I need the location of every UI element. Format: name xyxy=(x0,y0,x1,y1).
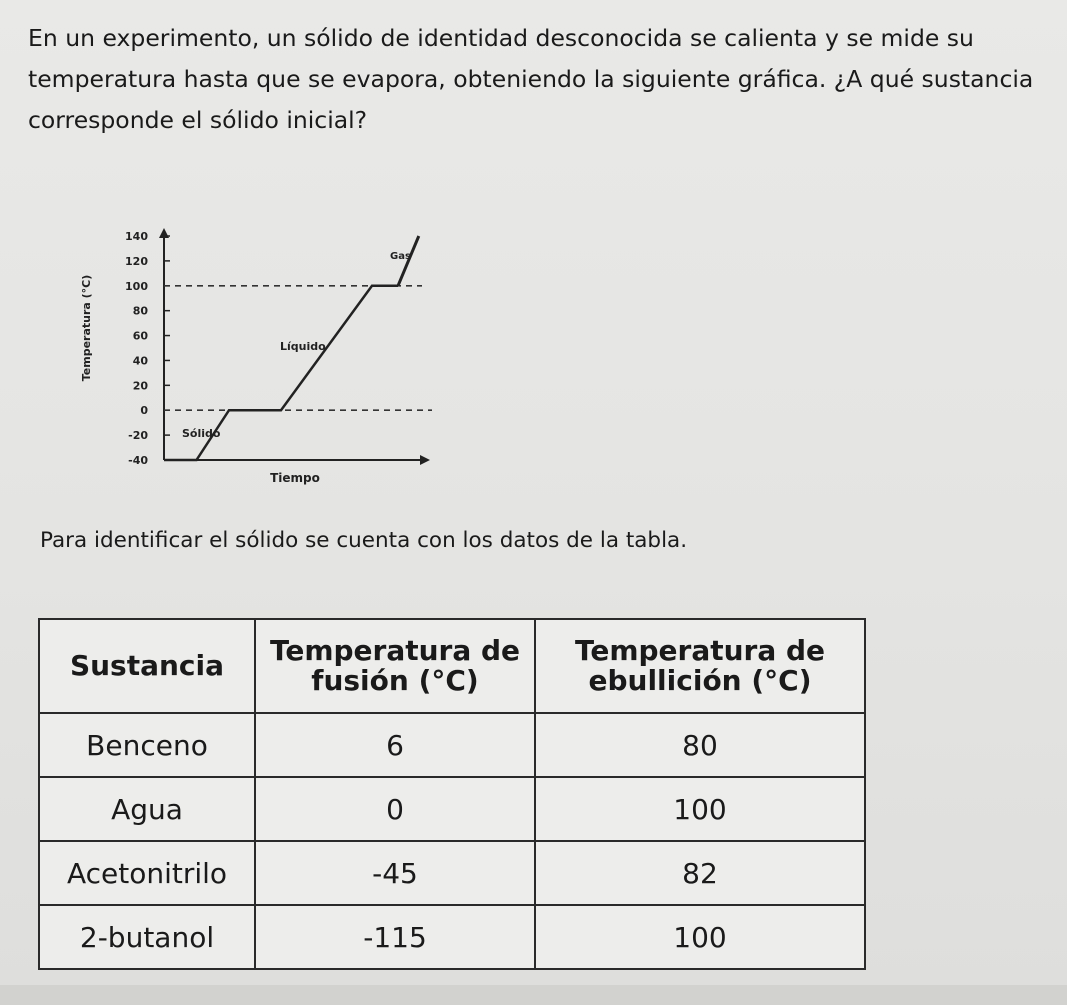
y-tick-label: 20 xyxy=(132,379,148,393)
x-axis-arrow xyxy=(420,455,430,465)
table-row xyxy=(39,841,865,905)
y-tick-label: 60 xyxy=(132,329,148,343)
cell-substance: Acetonitrilo xyxy=(39,841,255,905)
cell-melting: 0 xyxy=(255,777,535,841)
y-tick-label: 100 xyxy=(125,279,148,293)
y-tick-label: 0 xyxy=(140,404,148,418)
page-bottom-edge xyxy=(0,985,1067,1005)
cell-boiling: 100 xyxy=(535,777,865,841)
table-intro: Para identificar el sólido se cuenta con los datos de la tabla. xyxy=(40,528,688,553)
cell-melting: 6 xyxy=(255,713,535,777)
header-melting-temp: Temperatura de fusión (°C) xyxy=(255,619,535,713)
table-row xyxy=(39,905,865,969)
cell-melting: -45 xyxy=(255,841,535,905)
question-text: En un experimento, un sólido de identidad desconocida se calienta y se mide su temperatura hasta que se evapora, obteniendo la siguiente gráfica. ¿A qué sustancia corresponde el sólido inicial? xyxy=(28,24,1034,134)
y-tick-label: -40 xyxy=(128,454,148,467)
cell-boiling: 82 xyxy=(535,841,865,905)
header-boiling-temp: Temperatura de ebullición (°C) xyxy=(535,619,865,713)
table-row xyxy=(39,777,865,841)
gas-label: Gas xyxy=(390,251,411,262)
solid-label: Sólido xyxy=(182,427,221,440)
y-tick-label: -20 xyxy=(128,429,148,443)
cell-substance: Benceno xyxy=(39,713,255,777)
y-tick-label: 120 xyxy=(125,254,148,268)
header-substance: Sustancia xyxy=(39,619,255,713)
cell-boiling: 80 xyxy=(535,713,865,777)
y-tick-label: 140 xyxy=(125,230,148,243)
cell-substance: 2-butanol xyxy=(39,905,255,969)
y-tick-label: 40 xyxy=(132,354,148,368)
cell-boiling: 100 xyxy=(535,905,865,969)
substance-table xyxy=(38,618,866,970)
y-tick-labels xyxy=(125,230,148,467)
cell-substance: Agua xyxy=(39,777,255,841)
cell-melting: -115 xyxy=(255,905,535,969)
table-row xyxy=(39,713,865,777)
temperature-time-chart xyxy=(60,218,460,498)
y-tick-label: 80 xyxy=(132,304,148,318)
x-axis-label: Tiempo xyxy=(270,471,320,485)
y-axis-label: Temperatura (°C) xyxy=(80,274,93,382)
liquid-label: Líquido xyxy=(280,340,326,353)
table-header-row xyxy=(39,619,865,713)
